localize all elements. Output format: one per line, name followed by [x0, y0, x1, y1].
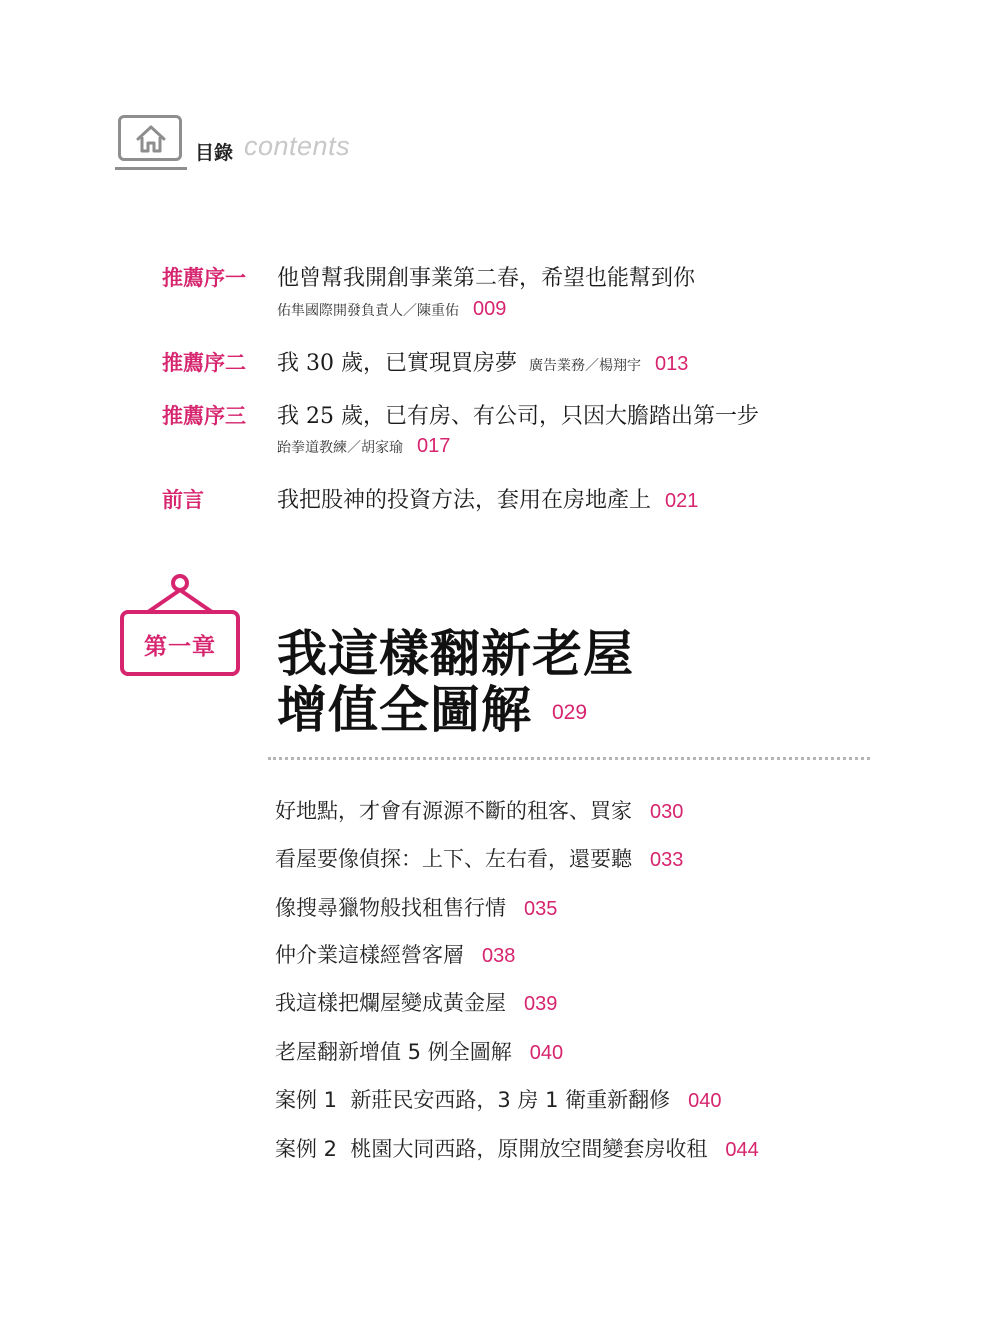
sign-hanger-icon: [120, 572, 240, 614]
dotted-divider: [268, 757, 870, 760]
toc-entry[interactable]: [275, 1084, 722, 1114]
toc-entry[interactable]: [275, 843, 683, 873]
foreword-label: 前言: [162, 487, 204, 512]
toc-entry[interactable]: [275, 939, 515, 969]
entry-page: 040: [529, 1042, 564, 1064]
preface-2-line: [277, 346, 688, 377]
toc-entry[interactable]: [275, 892, 557, 922]
preface-1-author: 佑隼國際開發負責人／陳重佑: [277, 303, 459, 319]
chapter-title-line2: 增值全圖解: [277, 680, 532, 739]
entry-page: 030: [650, 801, 684, 823]
entry-page: 039: [524, 993, 558, 1015]
entry-title: 仲介業這樣經營客層: [275, 943, 464, 967]
preface-1-byline: [277, 298, 506, 321]
home-icon-box: [118, 115, 182, 161]
entry-title: 看屋要像偵探：上下、左右看，還要聽: [275, 847, 632, 871]
preface-2-title: 我 30 歲，已實現買房夢: [277, 351, 517, 376]
preface-1-page: 009: [473, 298, 507, 320]
toc-entry[interactable]: [275, 795, 683, 825]
preface-2-page: 013: [654, 353, 689, 375]
chapter-page: 029: [552, 701, 588, 724]
entry-title: 案例 2 桃園大同西路，原開放空間變套房收租: [275, 1137, 708, 1161]
preface-2-label: 推薦序二: [162, 350, 246, 375]
entry-page: 044: [725, 1139, 759, 1161]
toc-entry[interactable]: [275, 987, 557, 1017]
preface-3-label: 推薦序三: [162, 403, 246, 428]
entry-page: 038: [482, 945, 516, 967]
toc-title: 目錄: [195, 142, 234, 164]
entry-title: 好地點，才會有源源不斷的租客、買家: [275, 799, 632, 823]
preface-3-author: 跆拳道教練／胡家瑜: [277, 440, 403, 456]
foreword-page: 021: [665, 490, 699, 512]
entry-page: 033: [650, 849, 684, 871]
toc-entry[interactable]: [275, 1036, 563, 1066]
toc-entry[interactable]: [275, 1133, 759, 1163]
entry-page: 035: [524, 898, 558, 920]
entry-page: 040: [688, 1090, 722, 1112]
entry-title: 案例 1 新莊民安西路，3 房 1 衛重新翻修: [275, 1088, 671, 1112]
entry-title: 老屋翻新增值 5 例全圖解: [275, 1040, 512, 1064]
chapter-title-line1: 我這樣翻新老屋: [277, 624, 634, 683]
header-underline: [115, 167, 187, 170]
preface-1-label: 推薦序一: [162, 265, 246, 290]
preface-2-author: 廣告業務／楊翔宇: [528, 358, 641, 374]
preface-1-title: 他曾幫我開創事業第二春，希望也能幫到你: [277, 266, 696, 291]
preface-3-title: 我 25 歲，已有房、有公司，只因大膽踏出第一步: [277, 404, 759, 429]
chapter-label: 第一章: [144, 634, 216, 660]
chapter-sign: [120, 572, 240, 678]
home-icon: [135, 124, 167, 154]
toc-title-english: contents: [244, 131, 351, 161]
chapter-title-line2-row: [277, 670, 587, 742]
preface-3-byline: [277, 435, 450, 458]
entry-title: 像搜尋獵物般找租售行情: [275, 896, 506, 920]
foreword-line: [277, 483, 698, 514]
preface-3-page: 017: [417, 435, 451, 457]
entry-title: 我這樣把爛屋變成黃金屋: [275, 991, 506, 1015]
foreword-title: 我把股神的投資方法，套用在房地產上: [277, 488, 652, 513]
